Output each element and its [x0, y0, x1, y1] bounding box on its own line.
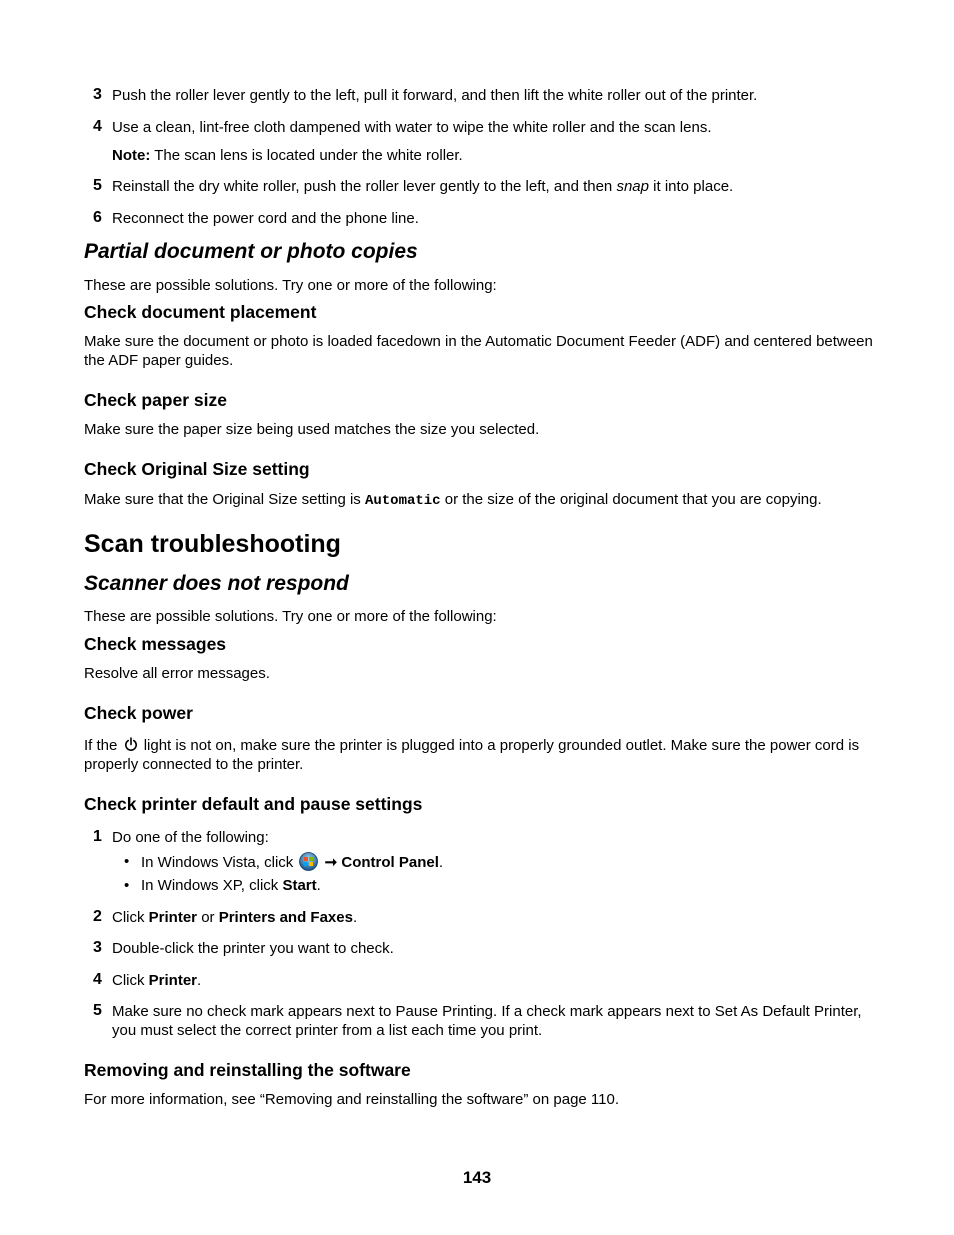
step-text-part: Reinstall the dry white roller, push the roller lever gently to the left, and then [112, 178, 617, 195]
step-text-part: it into place. [648, 178, 734, 195]
step-text-part: or [197, 909, 219, 926]
bullet-text [141, 876, 321, 895]
step-emphasis: snap [616, 178, 649, 195]
body-text: Make sure the document or photo is loaded facedown in the Automatic Document Feeder (ADF) and centered between the ADF paper guides. [84, 333, 873, 369]
step-number: 4 [93, 971, 102, 988]
body-text-part: light is not on, make sure the printer is plugged into a properly grounded outlet. Make sure the power cord is properly connected to the printer. [84, 737, 860, 773]
bullet-text-part: In Windows XP, click [141, 877, 283, 894]
step-number: 3 [93, 939, 102, 956]
body-text-part: If the [84, 737, 122, 754]
page-number: 143 [462, 1168, 492, 1187]
bullet-text [141, 852, 443, 872]
windows-start-icon [299, 852, 318, 871]
ui-label: Printers and Faxes [218, 909, 353, 926]
subheading: Check power [84, 703, 193, 723]
step-text-part: Click [112, 972, 149, 989]
bullet-dot: • [124, 877, 130, 894]
bullet-text-part: In Windows Vista, click [141, 854, 298, 871]
step-text: Make sure no check mark appears next to Pause Printing. If a check mark appears next to Set As Default Printer, you must select the correct printer from a list each time you print. [112, 1003, 862, 1039]
subheading: Check paper size [84, 390, 227, 410]
step-text: Double-click the printer you want to check. [112, 940, 394, 957]
subheading: Check messages [84, 634, 227, 654]
subheading: Check printer default and pause settings [84, 794, 423, 814]
body-text-part: Make sure that the Original Size setting is [84, 491, 365, 508]
step-text-part: Click [112, 909, 149, 926]
step-text [112, 177, 872, 196]
note-label: Note: [112, 147, 151, 164]
subheading: Removing and reinstalling the software [84, 1060, 411, 1080]
intro-text: These are possible solutions. Try one or more of the following: [84, 608, 497, 625]
bullet-text-part: . [438, 854, 444, 871]
body-text: Make sure the paper size being used matches the size you selected. [84, 421, 540, 438]
body-text [84, 736, 874, 774]
step-text: Use a clean, lint-free cloth dampened with water to wipe the white roller and the scan lens. [112, 119, 712, 136]
bullet-dot: • [124, 853, 130, 870]
step-number: 6 [93, 209, 102, 226]
body-text: For more information, see “Removing and reinstalling the software” on page 110. [84, 1091, 619, 1108]
step-number: 4 [93, 118, 102, 135]
subheading: Check Original Size setting [84, 459, 310, 479]
step-number: 3 [93, 86, 102, 103]
step-text [112, 971, 872, 990]
ui-label: Printer [148, 909, 198, 926]
section-heading: Scanner does not respond [84, 572, 349, 595]
body-text: Resolve all error messages. [84, 665, 270, 682]
step-text: Do one of the following: [112, 829, 269, 846]
step-text [112, 908, 872, 927]
bullet-text-part: . [316, 877, 321, 894]
power-icon [124, 737, 138, 752]
ui-label: Start [282, 877, 317, 894]
ui-label: Printer [148, 972, 198, 989]
intro-text: These are possible solutions. Try one or more of the following: [84, 277, 497, 294]
note-text: The scan lens is located under the white roller. [150, 147, 463, 164]
step-text-part: . [197, 972, 202, 989]
subheading: Check document placement [84, 302, 317, 322]
step-number: 5 [93, 1002, 102, 1019]
body-text [84, 490, 874, 511]
setting-value: Automatic [364, 493, 441, 509]
section-heading: Partial document or photo copies [84, 240, 418, 263]
chapter-title: Scan troubleshooting [84, 530, 341, 558]
ui-label: Control Panel [341, 854, 439, 871]
arrow-glyph: ➞ [324, 854, 338, 871]
body-text-part: or the size of the original document that you are copying. [440, 491, 822, 508]
step-text: Push the roller lever gently to the left, pull it forward, and then lift the white roller out of the printer. [112, 87, 758, 104]
step-text: Reconnect the power cord and the phone line. [112, 210, 419, 227]
step-number: 1 [93, 828, 102, 845]
step-number: 2 [93, 908, 102, 925]
step-text-part: . [352, 909, 358, 926]
note [112, 146, 872, 165]
step-number: 5 [93, 177, 102, 194]
